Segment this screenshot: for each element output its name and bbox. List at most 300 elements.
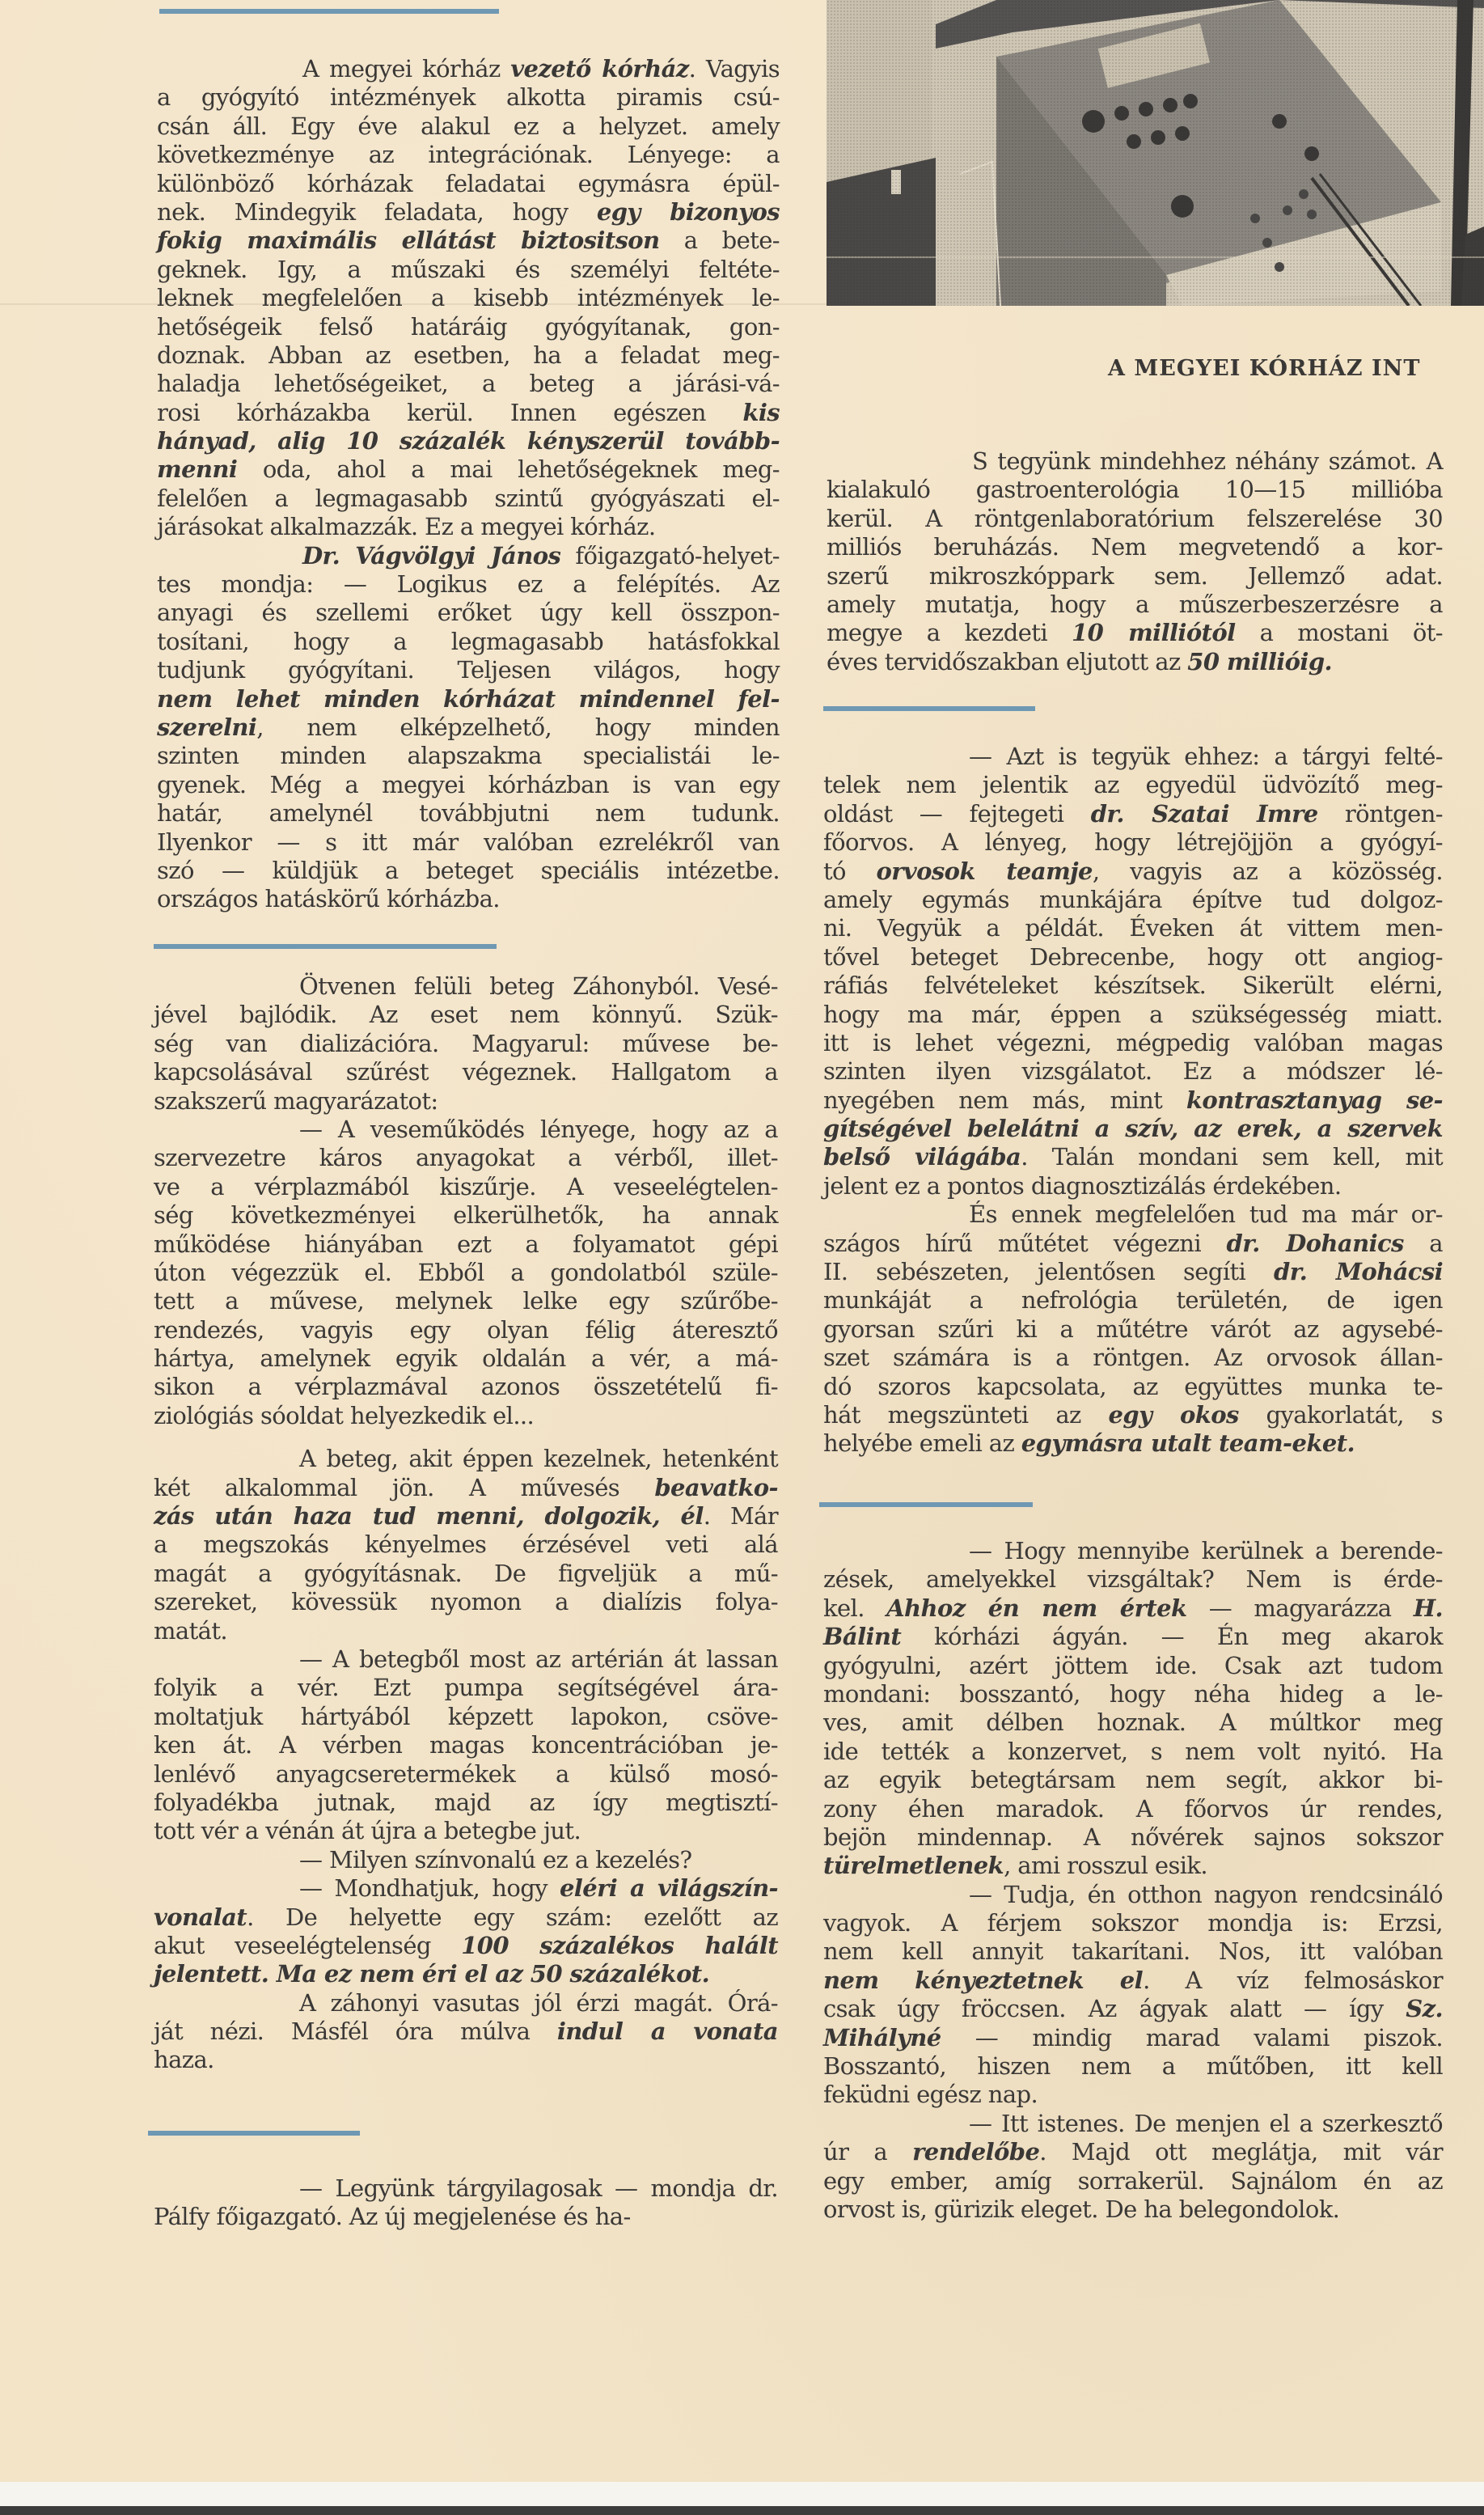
body-text: tó xyxy=(823,857,877,885)
body-text: hetőségeik felső határáig gyógyítanak, gon- xyxy=(157,312,780,341)
right-column-block-2 xyxy=(823,743,1443,1459)
text-line xyxy=(154,1760,778,1789)
text-line xyxy=(154,972,778,1001)
text-line xyxy=(823,828,1443,857)
body-text: gyógyulni, azért jöttem ide. Csak azt tudom xyxy=(823,1651,1443,1679)
text-line xyxy=(823,800,1443,828)
body-text: megye a kezdeti xyxy=(827,619,1072,647)
text-line xyxy=(823,1315,1443,1344)
body-text: amely egymás munkájára építve tud dolgoz- xyxy=(823,885,1443,913)
body-text: munkáját a nefrológia területén, de igen xyxy=(823,1286,1443,1315)
paragraph xyxy=(157,55,780,542)
body-text: A záhonyi vasutas jól érzi magát. Órá- xyxy=(299,1988,778,2017)
body-text: anyagi és szellemi erőket úgy kell összpon- xyxy=(157,599,780,627)
body-text: ziológiás sóoldat helyezkedik el... xyxy=(154,1401,535,1429)
text-line xyxy=(154,1201,778,1230)
right-column-block-3 xyxy=(823,1537,1443,2224)
paragraph xyxy=(154,2174,778,2232)
paragraph xyxy=(154,1116,778,1430)
body-text: kapcsolásával szűrést végeznek. Hallgatom a xyxy=(154,1058,778,1086)
body-text: határ, amelynél továbbjutni nem tudunk. xyxy=(157,799,780,828)
text-line xyxy=(157,599,780,627)
body-text: a mostani öt- xyxy=(1235,619,1443,647)
text-line xyxy=(823,2110,1443,2138)
text-line xyxy=(154,2018,778,2046)
text-line xyxy=(157,542,780,570)
body-text: — Hogy mennyibe kerülnek a berende- xyxy=(969,1537,1443,1564)
body-text: rendezés, vagyis egy olyan félig áteresztő xyxy=(154,1315,778,1344)
text-line xyxy=(154,1474,778,1502)
body-text: oldást — fejtegeti xyxy=(823,799,1091,828)
text-line xyxy=(823,972,1443,1000)
text-line xyxy=(157,341,780,370)
text-line xyxy=(823,1852,1443,1880)
text-line xyxy=(823,1881,1443,1909)
text-line xyxy=(827,447,1443,476)
text-line xyxy=(823,743,1443,771)
text-line xyxy=(823,2167,1443,2195)
body-text: a megszokás kényelmes érzésével veti alá xyxy=(154,1531,778,1559)
body-text: folyik a vér. Ezt pumpa segítségével ára- xyxy=(154,1674,778,1702)
body-text: ség következményei elkerülhetők, ha annak xyxy=(154,1201,778,1230)
text-line xyxy=(157,313,780,341)
body-text: haladja lehetőségeiket, a beteg a járási-vá- xyxy=(157,370,780,398)
text-line xyxy=(157,828,780,857)
body-text: helyébe emeli az xyxy=(823,1429,1021,1458)
body-text: röntgen- xyxy=(1317,799,1443,828)
text-line xyxy=(154,1116,778,1144)
body-text: járásokat alkalmazzák. Ez a megyei kórház. xyxy=(157,513,656,541)
text-line xyxy=(827,505,1443,533)
emphasis-text: nem kényeztetnek el xyxy=(823,1966,1144,1994)
body-text: az egyik betegtársam nem segít, akkor bi- xyxy=(823,1766,1443,1794)
text-line xyxy=(823,1344,1443,1372)
text-line xyxy=(154,1932,778,1960)
text-line xyxy=(157,513,780,541)
body-text: ség van dializációra. Magyarul: művese be- xyxy=(154,1029,778,1057)
paragraph xyxy=(827,447,1443,676)
emphasis-text: 100 százalékos halált xyxy=(461,1931,778,1959)
emphasis-text: dr. Szatai Imre xyxy=(1090,799,1318,828)
body-text: — Legyünk tárgyilagosak — mondja dr. xyxy=(299,2174,778,2202)
text-line xyxy=(823,914,1443,942)
body-text: gyakorlatát, s xyxy=(1238,1400,1443,1429)
body-text: dó szoros kapcsolata, az együttes munka te- xyxy=(823,1372,1443,1400)
text-line xyxy=(157,455,780,484)
body-text: ni. Vegyük a példát. Éveken át vittem men- xyxy=(823,914,1443,942)
body-text: nem kell annyit takarítani. Nos, itt valóban xyxy=(823,1937,1443,1966)
text-line xyxy=(154,1645,778,1674)
text-line xyxy=(157,256,780,284)
body-text: működése hiányában ezt a folyamatot gépi xyxy=(154,1230,778,1258)
emphasis-text: orvosok teamje xyxy=(876,857,1093,885)
article-heading: A MEGYEI KÓRHÁZ INT xyxy=(1108,356,1421,381)
text-line xyxy=(154,1373,778,1401)
text-line xyxy=(823,1652,1443,1680)
emphasis-text: indul a vonata xyxy=(556,2018,778,2046)
body-text: leknek megfelelően a kisebb intézmények le- xyxy=(157,284,780,312)
paragraph xyxy=(823,1881,1443,2110)
body-text: telek nem jelentik az egyedül üdvözítő meg- xyxy=(823,771,1443,799)
emphasis-text: jelentett. Ma ez nem éri el az 50 százalékot. xyxy=(154,1960,710,1988)
body-text: úr a xyxy=(823,2138,913,2166)
body-text: orvost is, gürizik eleget. De ha belegondolok. xyxy=(823,2195,1340,2223)
body-text: , ami rosszul esik. xyxy=(1004,1852,1208,1880)
body-text: bejön mindennap. A nővérek sajnos sokszor xyxy=(823,1823,1443,1851)
text-line xyxy=(154,1030,778,1058)
text-line xyxy=(823,1995,1443,2023)
body-text: — magyarázza xyxy=(1186,1594,1414,1622)
body-text: magát a gyógyításnak. De figveljük a mű- xyxy=(154,1559,778,1587)
text-line xyxy=(823,1909,1443,1937)
body-text: kerül. A röntgenlaboratórium felszerelése 30 xyxy=(827,504,1443,532)
body-text: . Majd ott meglátja, mit vár xyxy=(1039,2138,1443,2166)
body-text: ráfiás felvételeket készítsek. Sikerült elérni, xyxy=(823,972,1443,1000)
body-text: — A betegből most az artérián át lassan xyxy=(299,1645,778,1673)
emphasis-text: belső világába xyxy=(823,1143,1021,1171)
text-line xyxy=(827,476,1443,504)
text-line xyxy=(823,1937,1443,1966)
emphasis-text: vezető kórház xyxy=(510,55,689,83)
text-line xyxy=(823,771,1443,799)
body-text: ken át. A vérben magas koncentrációban je- xyxy=(154,1731,778,1759)
text-line xyxy=(823,1708,1443,1737)
emphasis-text: menni xyxy=(157,455,238,484)
text-line xyxy=(823,2081,1443,2109)
paragraph xyxy=(154,1874,778,1989)
body-text: országos hatáskörű kórházba. xyxy=(157,885,500,913)
body-text: milliós beruházás. Nem megvetendő a kor- xyxy=(827,533,1443,561)
text-line xyxy=(157,83,780,112)
body-text: nyegében nem más, mint xyxy=(823,1086,1186,1114)
text-line xyxy=(823,1258,1443,1286)
body-text: a gyógyító intézmények alkotta piramis csú- xyxy=(157,83,780,112)
text-line xyxy=(154,1989,778,2018)
text-line xyxy=(827,591,1443,619)
body-text: tett a művese, melynek lelke egy szűrőbe- xyxy=(154,1287,778,1315)
body-text: ide tették a konzervet, s nem volt nyitó. Ha xyxy=(823,1737,1443,1765)
text-line xyxy=(154,1560,778,1588)
text-line xyxy=(823,1401,1443,1429)
body-text: következménye az integrációnak. Lényege: a xyxy=(157,141,780,169)
text-line xyxy=(823,1086,1443,1115)
text-line xyxy=(154,1817,778,1845)
text-line xyxy=(823,886,1443,914)
text-line xyxy=(154,1144,778,1172)
body-text: akut veseelégtelenség xyxy=(154,1931,462,1959)
text-line xyxy=(157,685,780,713)
emphasis-text: türelmetlenek xyxy=(823,1852,1004,1880)
body-text: . A víz felmosáskor xyxy=(1143,1966,1443,1994)
text-line xyxy=(157,427,780,455)
emphasis-text: hányad, alig 10 százalék kényszerül tovább- xyxy=(157,427,780,455)
body-text: . De helyette egy szám: ezelőtt az xyxy=(247,1903,778,1931)
text-line xyxy=(823,1738,1443,1766)
text-line xyxy=(154,1846,778,1874)
text-line xyxy=(823,1230,1443,1258)
text-line xyxy=(154,1960,778,1988)
text-line xyxy=(823,943,1443,972)
text-line xyxy=(154,1259,778,1287)
body-text: — Milyen színvonalú ez a kezelés? xyxy=(299,1845,692,1874)
emphasis-text: egymásra utalt team-eket. xyxy=(1021,1429,1355,1458)
text-line xyxy=(827,619,1443,647)
body-text: ves, amit délben hoznak. A múltkor meg xyxy=(823,1708,1443,1737)
text-line xyxy=(157,885,780,913)
paragraph xyxy=(154,1989,778,2075)
emphasis-text: vonalat xyxy=(154,1903,247,1931)
left-column-block-1 xyxy=(157,55,780,914)
body-text: zések, amelyekkel vizsgáltak? Nem is érde- xyxy=(823,1565,1443,1594)
text-line xyxy=(823,1766,1443,1794)
body-text: két alkalommal jön. A művesés xyxy=(154,1473,655,1501)
text-line xyxy=(823,1795,1443,1823)
body-text: szervezetre káros anyagokat a vérből, illet- xyxy=(154,1144,778,1172)
text-line xyxy=(823,1057,1443,1086)
body-text: különböző kórházak feladatai egymásra épül- xyxy=(157,169,780,197)
text-line xyxy=(823,1594,1443,1623)
text-line xyxy=(154,1287,778,1315)
body-text: főigazgató-helyet- xyxy=(560,541,780,569)
body-text: szerű mikroszkóppark sem. Jellemző adat. xyxy=(827,561,1443,590)
text-line xyxy=(157,370,780,398)
body-text: lenlévő anyagcseretermékek a külső mosó- xyxy=(154,1759,778,1788)
text-line xyxy=(154,2203,778,2231)
text-line xyxy=(823,1029,1443,1057)
text-line xyxy=(823,1823,1443,1852)
body-text: szinten ilyen vizsgálatot. Ez a módszer lé- xyxy=(823,1057,1443,1086)
body-text: kel. xyxy=(823,1594,887,1622)
emphasis-text: dr. Dohanics xyxy=(1226,1229,1404,1257)
body-text: főorvos. A lényeg, hogy létrejöjjön a gyógyí- xyxy=(823,828,1443,857)
body-text: — Azt is tegyük ehhez: a tárgyi felté- xyxy=(969,743,1443,770)
section-divider xyxy=(823,706,1035,711)
text-line xyxy=(154,2046,778,2074)
emphasis-text: 50 millióig. xyxy=(1187,647,1333,675)
text-line xyxy=(154,1731,778,1759)
body-text: feküdni egész nap. xyxy=(823,2081,1038,2109)
body-text: haza. xyxy=(154,2046,214,2074)
emphasis-text: H. xyxy=(1413,1594,1444,1622)
paragraph xyxy=(157,542,780,914)
body-text: mondani: bosszantó, hogy néha hideg a le- xyxy=(823,1679,1443,1708)
text-line xyxy=(823,1429,1443,1458)
body-text: csán áll. Egy éve alakul ez a helyzet. amely xyxy=(157,112,780,140)
text-line xyxy=(154,1173,778,1201)
body-text: tosítani, hogy a legmagasabb hatásfokkal xyxy=(157,627,780,655)
text-line xyxy=(823,1200,1443,1229)
text-line xyxy=(154,1903,778,1932)
text-line xyxy=(823,2195,1443,2224)
text-line xyxy=(154,1402,778,1430)
body-text: éves tervidőszakban eljutott az xyxy=(827,647,1188,675)
body-text: csak úgy fröccsen. Az ágyak alatt — így xyxy=(823,1995,1406,2023)
body-text: úton végezzük el. Ebből a gondolatból szüle- xyxy=(154,1258,778,1286)
text-line xyxy=(154,1674,778,1702)
article-photo xyxy=(827,0,1484,306)
emphasis-text: dr. Mohácsi xyxy=(1274,1258,1443,1286)
body-text: folyadékba jutnak, majd az így megtisztí- xyxy=(154,1788,778,1816)
text-line xyxy=(823,857,1443,886)
section-divider xyxy=(148,2131,360,2136)
body-text: gyenek. Még a megyei kórházban is van egy xyxy=(157,770,780,798)
text-line xyxy=(154,1058,778,1086)
text-line xyxy=(157,227,780,255)
body-text: rosi kórházakba kerül. Innen egészen xyxy=(157,398,743,426)
right-column-block-1 xyxy=(827,447,1443,676)
text-line xyxy=(157,656,780,684)
body-text: kórházi ágyán. — Én meg akarok xyxy=(901,1623,1443,1651)
emphasis-text: Ahhoz én nem értek xyxy=(886,1594,1187,1622)
text-line xyxy=(827,648,1443,676)
emphasis-text: rendelőbe xyxy=(912,2138,1040,2166)
body-text: II. sebészeten, jelentősen segíti xyxy=(823,1258,1275,1286)
text-line xyxy=(154,1789,778,1817)
text-line xyxy=(157,141,780,169)
body-text: gyorsan szűri ki a műtétre várót az agysebé- xyxy=(823,1315,1443,1343)
body-text: ve a vérplazmából kiszűrje. A veseelégtelen- xyxy=(154,1172,778,1200)
body-text: tővel beteget Debrecenbe, hogy ott angiog- xyxy=(823,942,1443,971)
text-line xyxy=(154,2174,778,2203)
emphasis-text: fokig maximális ellátást biztositson xyxy=(157,227,660,255)
body-text: jével bajlódik. Az eset nem könnyű. Szük- xyxy=(154,1001,778,1029)
scan-margin xyxy=(0,2482,1484,2506)
text-line xyxy=(157,399,780,427)
body-text: . Talán mondani sem kell, mit xyxy=(1021,1143,1444,1171)
text-line xyxy=(827,533,1443,561)
body-text: tott vér a vénán át újra a betegbe jut. xyxy=(154,1817,581,1845)
body-text: szinten minden alapszakma specialistái le- xyxy=(157,742,780,770)
text-line xyxy=(823,1115,1443,1143)
text-line xyxy=(157,485,780,513)
body-text: felelően a legmagasabb szintű gyógyászati el- xyxy=(157,484,780,512)
text-line xyxy=(157,55,780,83)
text-line xyxy=(157,713,780,742)
body-text: kialakuló gastroenterológia 10—15 millióba xyxy=(827,476,1443,504)
emphasis-text: nem lehet minden kórházat mindennel fel- xyxy=(157,684,780,713)
body-text: A megyei kórház xyxy=(302,55,511,83)
text-line xyxy=(823,1680,1443,1708)
emphasis-text: Bálint xyxy=(823,1623,902,1651)
emphasis-text: kontrasztanyag se- xyxy=(1186,1086,1443,1114)
emphasis-text: zás után haza tud menni, dolgozik, él xyxy=(154,1502,704,1531)
text-line xyxy=(154,1344,778,1373)
body-text: Bosszantó, hiszen nem a műtőben, itt kell xyxy=(823,2052,1443,2081)
text-line xyxy=(827,562,1443,591)
body-text: szereket, kövessük nyomon a dialízis folya- xyxy=(154,1588,778,1616)
section-divider xyxy=(159,9,499,14)
body-text: oda, ahol a mai lehetőségeknek meg- xyxy=(237,455,780,484)
emphasis-text: Mihályné xyxy=(823,2023,941,2051)
emphasis-text: Sz. xyxy=(1406,1995,1443,2023)
body-text: matát. xyxy=(154,1616,228,1645)
text-line xyxy=(154,1617,778,1645)
emphasis-text: gítségével belelátni a szív, az erek, a szervek xyxy=(823,1115,1443,1143)
medical-equipment-photo xyxy=(827,0,1484,306)
text-line xyxy=(823,2138,1443,2166)
body-text: hát megszünteti az xyxy=(823,1400,1109,1429)
body-text: , nem elképzelhető, hogy minden xyxy=(256,713,780,741)
body-text: És ennek megfelelően tud ma már or- xyxy=(969,1200,1443,1229)
body-text: hogy ma már, éppen a szükségesség miatt. xyxy=(823,1000,1443,1028)
body-text: ját nézi. Másfél óra múlva xyxy=(154,2018,557,2046)
body-text: egy ember, amíg sorrakerül. Sajnálom én az xyxy=(823,2166,1443,2195)
body-text: . Vagyis xyxy=(688,55,780,83)
body-text: tes mondja: — Logikus ez a felépítés. Az xyxy=(157,570,780,599)
text-line xyxy=(823,1623,1443,1651)
body-text: S tegyünk mindehhez néhány számot. A xyxy=(972,447,1443,475)
paragraph xyxy=(823,743,1443,1200)
left-column-block-3 xyxy=(154,2174,778,2232)
body-text: — Tudja, én otthon nagyon rendcsináló xyxy=(969,1880,1443,1908)
text-line xyxy=(154,1230,778,1259)
body-text: — mindig marad valami piszok. xyxy=(941,2023,1443,2051)
body-text: jelent ez a pontos diagnosztizálás érdekében. xyxy=(823,1171,1342,1200)
body-text: Ilyenkor — s itt már valóban ezrelékről van xyxy=(157,828,780,856)
body-text: szó — küldjük a beteget speciális intézetbe. xyxy=(157,856,780,884)
text-line xyxy=(823,2052,1443,2081)
body-text: itt is lehet végezni, mégpedig valóban magas xyxy=(823,1028,1443,1056)
body-text: Pálfy főigazgató. Az új megjelenése és ha- xyxy=(154,2203,631,2231)
section-divider xyxy=(154,944,497,949)
text-line xyxy=(154,1874,778,1903)
text-line xyxy=(154,1001,778,1029)
text-line xyxy=(823,1001,1443,1029)
text-line xyxy=(157,628,780,656)
text-line xyxy=(823,2024,1443,2052)
body-text: szet számára is a röntgen. Az orvosok állan- xyxy=(823,1344,1443,1372)
text-line xyxy=(157,742,780,770)
paragraph xyxy=(823,1200,1443,1459)
text-line xyxy=(823,1537,1443,1565)
paragraph xyxy=(154,1846,778,1874)
paragraph xyxy=(154,1645,778,1846)
emphasis-text: szerelni xyxy=(157,713,257,741)
body-text: hártya, amelynek egyik oldalán a vér, a má- xyxy=(154,1344,778,1373)
body-text: — A veseműködés lényege, hogy az a xyxy=(299,1115,778,1143)
emphasis-text: eléri a világszín- xyxy=(559,1874,778,1903)
text-line xyxy=(823,1143,1443,1171)
body-text: vagyok. A férjem sokszor mondja is: Erzsi, xyxy=(823,1909,1443,1937)
text-line xyxy=(823,1286,1443,1315)
text-line xyxy=(154,1588,778,1616)
emphasis-text: Dr. Vágvölgyi János xyxy=(302,541,561,569)
text-line xyxy=(154,1502,778,1531)
text-line xyxy=(154,1445,778,1473)
body-text: amely mutatja, hogy a műszerbeszerzésre a xyxy=(827,590,1443,618)
text-line xyxy=(157,198,780,227)
text-line xyxy=(823,1172,1443,1200)
section-divider xyxy=(819,1502,1033,1507)
emphasis-text: 10 milliótól xyxy=(1072,619,1236,647)
body-text: szakszerű magyarázatot: xyxy=(154,1086,438,1115)
body-text: szágos hírű műtétet végezni xyxy=(823,1229,1227,1257)
body-text: . Már xyxy=(703,1502,778,1531)
emphasis-text: beavatko- xyxy=(654,1473,778,1501)
text-line xyxy=(157,857,780,885)
text-line xyxy=(157,284,780,312)
text-line xyxy=(157,170,780,198)
body-text: doznak. Abban az esetben, ha a feladat meg- xyxy=(157,341,780,369)
body-text: Ötvenen felüli beteg Záhonyból. Vesé- xyxy=(299,972,778,1000)
emphasis-text: egy bizonyos xyxy=(596,197,780,226)
body-text: tudjunk gyógyítani. Teljesen világos, hogy xyxy=(157,656,780,684)
text-line xyxy=(157,112,780,141)
body-text: sikon a vérplazmával azonos összetételű fi- xyxy=(154,1373,778,1401)
text-line xyxy=(157,570,780,599)
paragraph xyxy=(154,972,778,1116)
body-text: moltatjuk hártyából képzett lapokon, csöve- xyxy=(154,1702,778,1730)
